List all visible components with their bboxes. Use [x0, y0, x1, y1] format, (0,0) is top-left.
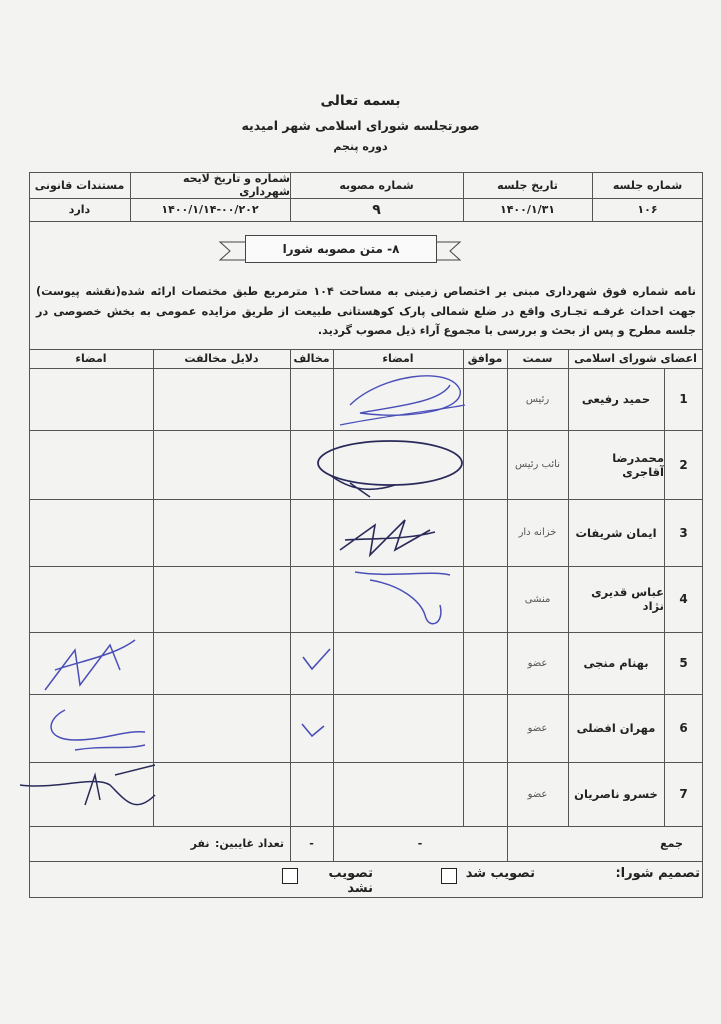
reasons-header: دلایل مخالفت — [184, 352, 259, 365]
resolution-no-header: شماره مصوبه — [339, 178, 414, 192]
signature-header: امضاء — [382, 352, 414, 365]
signature2-header: امضاء — [75, 352, 107, 365]
member-name: مهران افضلی — [576, 721, 656, 735]
absent-unit: نفر — [190, 837, 210, 850]
member-role: عضو — [527, 657, 548, 669]
member-number: 7 — [679, 787, 688, 801]
meta-bottom — [29, 221, 703, 222]
approved-checkbox[interactable] — [441, 868, 457, 884]
position-header: سمت — [522, 352, 553, 365]
total-bottom — [29, 861, 703, 862]
rejected-checkbox[interactable] — [282, 868, 298, 884]
approved-label: تصویب شد — [465, 866, 535, 881]
bill-ref-header: شماره و تاریخ لایحه شهرداری — [182, 172, 290, 198]
member-number: 2 — [679, 457, 688, 472]
legal-docs-header: مستندات قانونی — [34, 178, 125, 192]
member-role: خزانه دار — [518, 527, 557, 538]
document-title: صورتجلسه شورای اسلامی شهر امیدیه — [241, 118, 480, 133]
col-line — [290, 349, 291, 861]
signature-member-2 — [310, 435, 470, 505]
member-role: رئیس — [525, 393, 550, 405]
signature-member-1 — [330, 365, 470, 435]
member-number: 6 — [679, 721, 688, 735]
bill-ref-value: ۱۴۰۰/۱/۱۴-۰۰/۲۰۲ — [161, 203, 259, 216]
council-period: دوره پنجم — [333, 140, 388, 153]
signature2-member-5 — [35, 630, 145, 700]
signature2-member-6 — [35, 700, 155, 760]
decision-label: تصمیم شورا: — [615, 866, 700, 881]
total-agree: - — [417, 837, 423, 850]
member-name: عباس قدیری نژاد — [591, 585, 664, 613]
session-no-header: شماره جلسه — [612, 178, 683, 192]
member-number: 3 — [679, 525, 688, 540]
oppose-check-6 — [298, 718, 333, 743]
resolution-title: ۸- متن مصوبه شورا — [245, 235, 437, 263]
legal-docs-value: دارد — [68, 203, 91, 216]
member-number: 4 — [679, 592, 688, 606]
member-name: محمدرضا آقاجری — [612, 450, 664, 479]
rejected-label: تصویب نشد — [328, 866, 373, 896]
session-date-header: تاریخ جلسه — [497, 178, 558, 192]
member-role: عضو — [527, 788, 548, 800]
member-name: خسرو ناصریان — [574, 787, 658, 801]
oppose-header: مخالف — [293, 352, 330, 365]
resolution-text: نامه شماره فوق شهرداری مبنی بر اختصاص زمینی به مساحت ۱۰۴ مترمربع طبق مختصات ارائه شده(نقشه پیوست) جهت احداث غرفـه تجـاری واقع در ضلع شمالی پارک کوهستانی طبیعت از طریق مزایده عمومی به بخش خصوصی در جلسه مطرح و پس از بحث و بررسی با مجموع آراء ذیل مصوب گردید. — [36, 285, 696, 337]
absent-label: تعداد غایبین: — [215, 837, 284, 850]
member-number: 5 — [679, 656, 688, 670]
basmala: بسمه تعالی — [320, 93, 401, 109]
members-header: اعضای شورای اسلامی — [574, 352, 697, 365]
signature2-member-7 — [15, 755, 165, 835]
resolution-no-value: ۹ — [372, 201, 381, 218]
session-date-value: ۱۴۰۰/۱/۳۱ — [499, 203, 556, 216]
agree-header: موافق — [467, 352, 503, 365]
member-name: ایمان شریفات — [575, 525, 657, 540]
member-role: عضو — [527, 722, 548, 734]
oppose-check-5 — [298, 645, 333, 675]
total-oppose: - — [309, 837, 314, 850]
member-number: 1 — [679, 392, 688, 406]
total-label: جمع — [660, 837, 683, 850]
member-name: حمید رفیعی — [581, 392, 651, 406]
signature-member-4 — [350, 560, 460, 635]
member-role: منشی — [524, 593, 551, 605]
member-role: نائب رئیس — [515, 459, 560, 470]
member-name: بهنام منجی — [583, 656, 649, 670]
session-no-value: ۱۰۶ — [637, 203, 658, 216]
